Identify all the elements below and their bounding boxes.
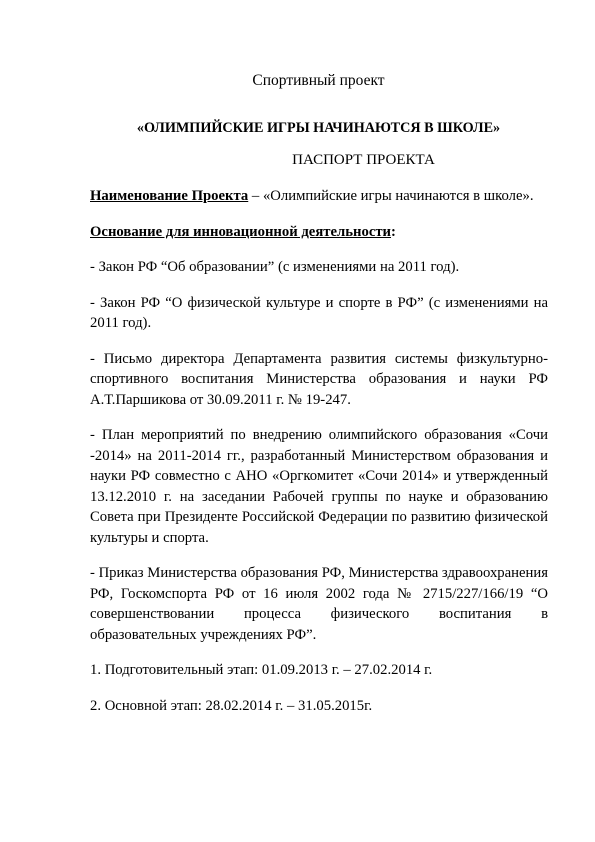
basis-heading [90, 222, 548, 243]
project-name-paragraph [90, 186, 548, 207]
basis-item: - Письмо директора Департамента развития системы физкультурно-спортивного воспитания Министерства образования и науки РФ А.Т.Паршикова от 30.09.2011 г. № 19-247. [90, 350, 548, 408]
document-title: «ОЛИМПИЙСКИЕ ИГРЫ НАЧИНАЮТСЯ В ШКОЛЕ» [136, 120, 501, 136]
basis-item: - Закон РФ “Об образовании” (с изменениями на 2011 год). [90, 259, 460, 275]
basis-item: - Приказ Министерства образования РФ, Министерства здравоохранения РФ, Госкомспорта РФ от 16 июля 2002 года № 2715/227/166/19 “О совершенствовании процесса физического воспитания в образовательных учреждениях РФ”. [90, 565, 549, 643]
project-name-label: Наименование Проекта [90, 188, 249, 204]
passport-heading: ПАСПОРТ ПРОЕКТА [292, 152, 435, 168]
document-body [90, 186, 548, 716]
stage-item: 1. Подготовительный этап: 01.09.2013 г. – 27.02.2014 г. [90, 662, 433, 678]
basis-label: Основание для инновационной деятельности [90, 223, 392, 240]
document-subtitle: Спортивный проект [252, 72, 385, 89]
basis-item: - Закон РФ “О физической культуре и спорте в РФ” (с изменениями на 2011 год). [90, 294, 548, 331]
stage-item: 2. Основной этап: 28.02.2014 г. – 31.05.2015г. [90, 697, 373, 714]
basis-colon: : [391, 223, 396, 240]
basis-item: - План мероприятий по внедрению олимпийского образования «Сочи -2014» на 2011-2014 гг., разработанный Министерством образования и науки РФ совместно с АНО «Оргкомитет «Сочи 2014» и утвержденный 13.12.2010 г. на заседании Рабочей группы по науке и образованию Совета при Президенте Российской Федерации по развитию физической культуры и спорта. [90, 427, 548, 546]
project-name-text: – «Олимпийские игры начинаются в школе». [248, 188, 534, 204]
